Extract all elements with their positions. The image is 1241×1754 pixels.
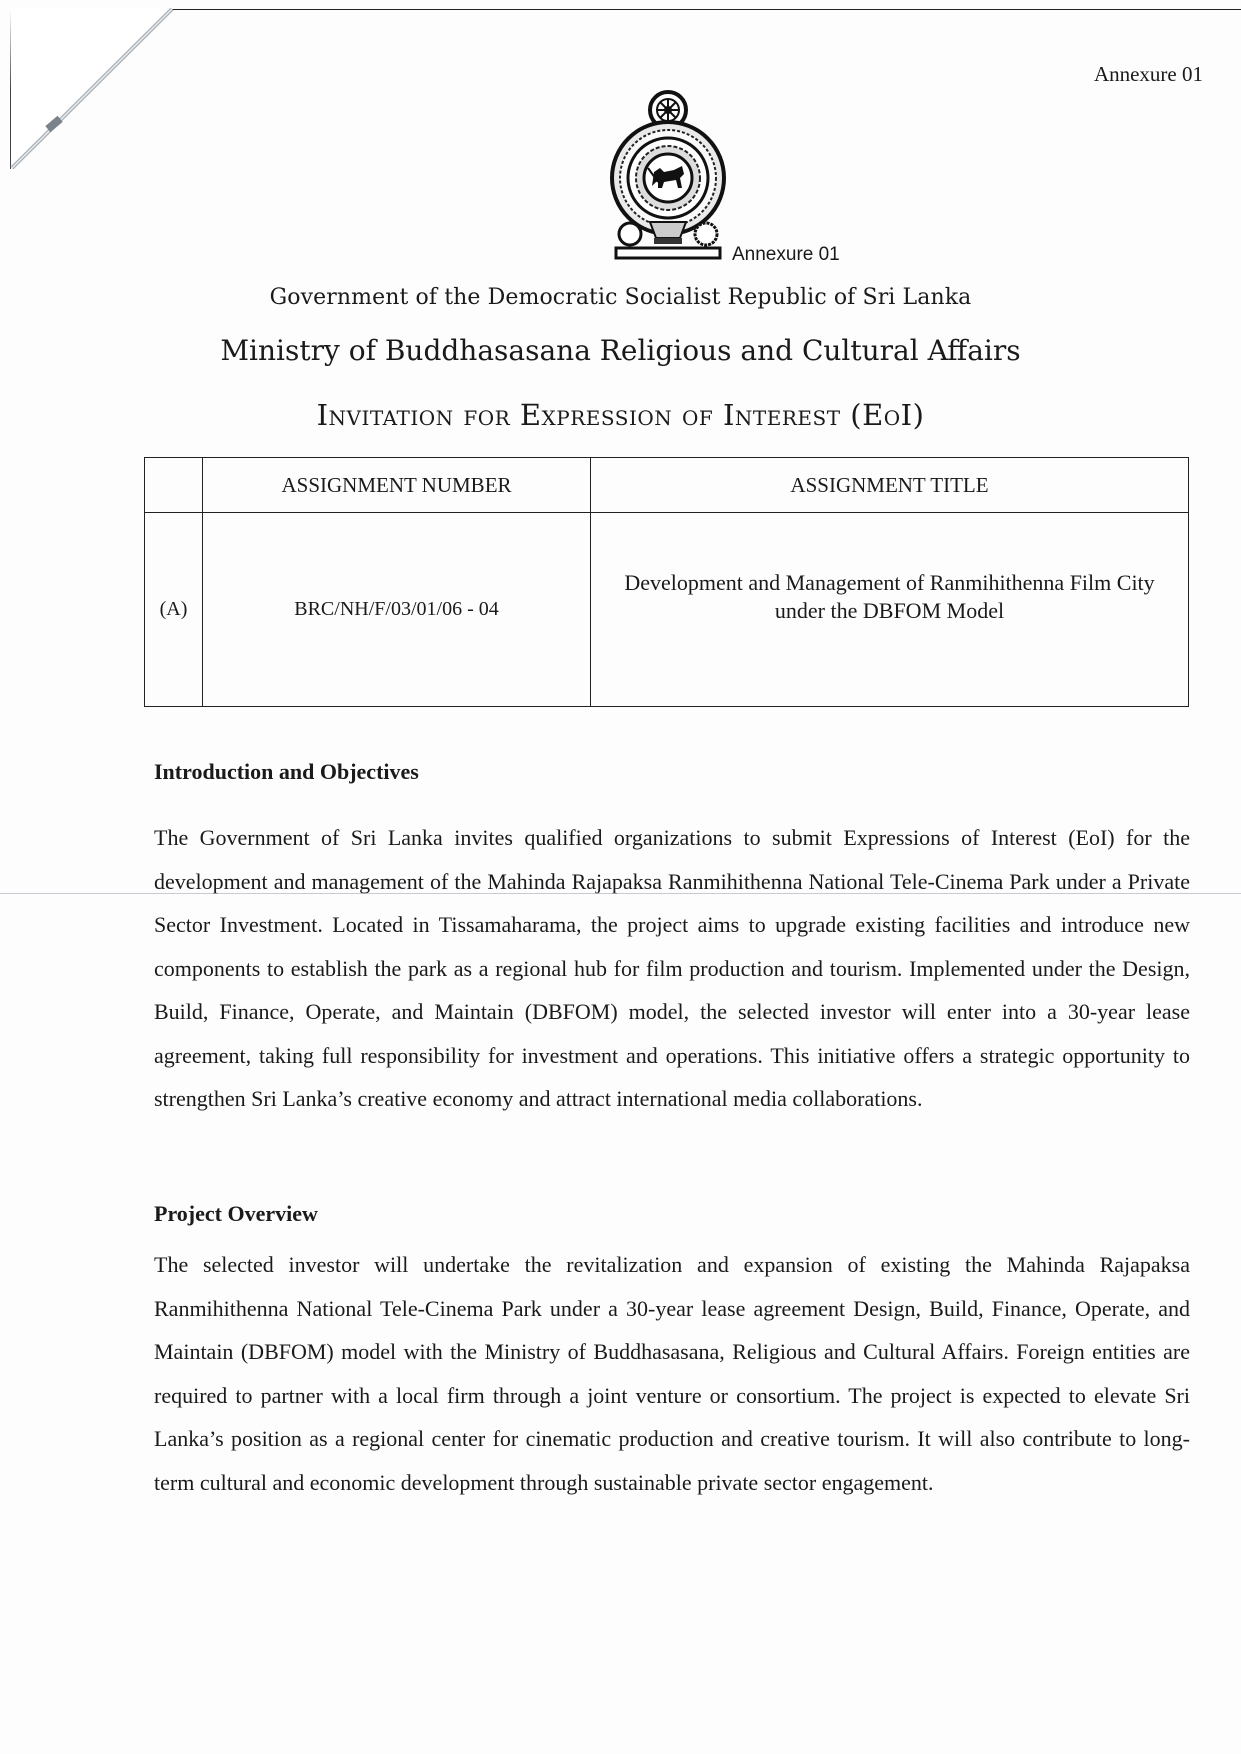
scan-fold-line <box>0 893 1241 894</box>
assignment-number: BRC/NH/F/03/01/06 - 04 <box>203 513 591 707</box>
section-body-introduction: The Government of Sri Lanka invites qualified organizations to submit Expressions of Interest (EoI) for the development and management of the Mahinda Rajapaksa Ranmihithenna National Tele-Cinema Park under a Private Sector Investment. Located in Tissamaharama, the project aims to upgrade existing facilities and introduce new components to establish the park as a regional hub for film production and tourism. Implemented under the Design, Build, Finance, Operate, and Maintain (DBFOM) model, the selected investor will enter into a 30-year lease agreement, taking full responsibility for investment and operations. This initiative offers a strategic opportunity to strengthen Sri Lanka’s creative economy and attract international media collaborations. <box>154 825 1190 1111</box>
table-row <box>145 513 1189 707</box>
section-heading-project-overview: Project Overview <box>154 1201 318 1226</box>
assignment-table <box>144 457 1189 707</box>
table-header-row <box>145 458 1189 513</box>
national-emblem-icon <box>608 88 728 260</box>
header-index <box>145 458 203 513</box>
government-title: Government of the Democratic Socialist Republic of Sri Lanka <box>269 285 972 310</box>
assignment-title: Development and Management of Ranmihithenna Film City under the DBFOM Model <box>591 513 1189 707</box>
row-index: (A) <box>145 513 203 707</box>
annexure-label-top: Annexure 01 <box>1093 62 1203 86</box>
ministry-title: Ministry of Buddhasasana Religious and Cultural Affairs <box>220 334 1021 367</box>
section-body-project-overview: The selected investor will undertake the revitalization and expansion of existing the Mahinda Rajapaksa Ranmihithenna National Tele-Cinema Park under a 30-year lease agreement Design, Build, Finance, Operate, and Maintain (DBFOM) model with the Ministry of Buddhasasana, Religious and Cultural Affairs. Foreign entities are required to partner with a local firm through a joint venture or consortium. The project is expected to elevate Sri Lanka’s position as a regional center for cinematic production and creative tourism. It will also contribute to long-term cultural and economic development through sustainable private sector engagement. <box>154 1252 1190 1495</box>
document-title: Invitation for Expression of Interest (EoI) <box>316 398 925 432</box>
annexure-label-emblem: Annexure 01 <box>732 244 840 265</box>
folded-corner <box>0 0 180 180</box>
header-assignment-number: ASSIGNMENT NUMBER <box>203 458 591 513</box>
section-heading-introduction: Introduction and Objectives <box>154 759 419 784</box>
page-edge-top <box>10 9 1241 10</box>
header-assignment-title: ASSIGNMENT TITLE <box>591 458 1189 513</box>
